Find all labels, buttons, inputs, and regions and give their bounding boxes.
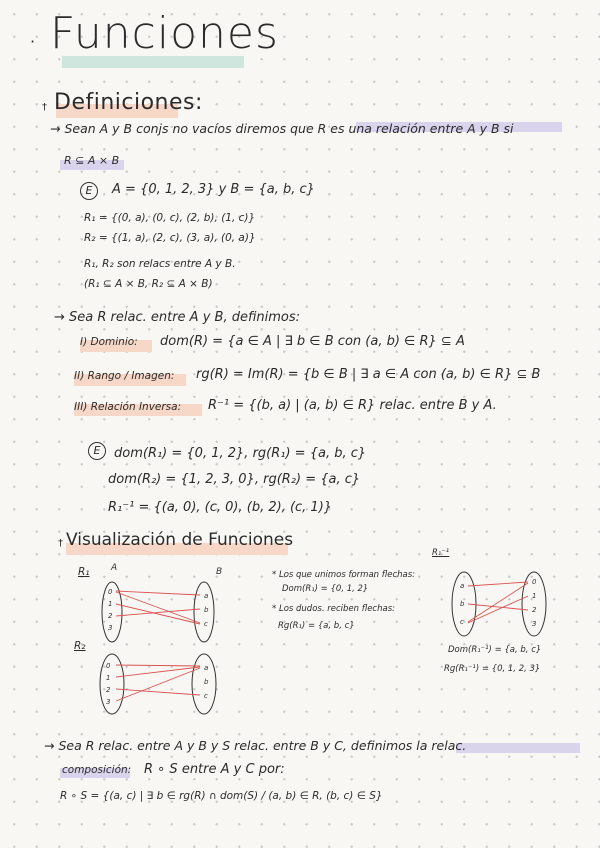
- def3-text: R⁻¹ = {(b, a) | (a, b) ∈ R} relac. entre B y A.: [208, 398, 497, 413]
- intro-line-1: → Sean A y B conjs no vacíos diremos que R es una relación entre A y B si: [50, 121, 514, 136]
- diagram-r2-arrow-0a: [116, 665, 200, 666]
- diagram-r1: [96, 560, 226, 650]
- diagram-rinv-a-2: 2: [532, 606, 537, 614]
- diagram-r1-arrow-1c: [116, 604, 200, 624]
- diagram-r1-set-a-label: A: [111, 563, 118, 573]
- diagram-r2-arrow-2c: [116, 689, 200, 695]
- example-marker-2: E: [88, 442, 106, 460]
- example-marker-1: E: [80, 182, 98, 200]
- diagram-r2-arrow-1a: [116, 667, 200, 677]
- inv-dom: Dom(R₁⁻¹) = {a, b, c}: [448, 645, 542, 655]
- diagram-r2-a-0: 0: [106, 662, 111, 670]
- example2-line-2: dom(R₂) = {1, 2, 3, 0}, rg(R₂) = {a, c}: [108, 472, 361, 487]
- diagram-r2-b-c: c: [204, 692, 208, 700]
- section1-bullet: †: [42, 102, 47, 113]
- diagram-rinv-b-b: b: [460, 600, 465, 608]
- diagram-rinv-a-0: 0: [532, 578, 537, 586]
- diagram-rinv-arrow-c0: [468, 583, 528, 622]
- diagram-r1-b-b: b: [204, 606, 209, 614]
- diagram-r1-inverse: [446, 568, 556, 640]
- example2-line-1: dom(R₁) = {0, 1, 2}, rg(R₁) = {a, b, c}: [114, 446, 367, 461]
- diagram-r1-b-c: c: [204, 620, 208, 628]
- diagram-r1-set-b-label: B: [216, 567, 223, 577]
- note1-title: * Los que unimos forman flechas:: [272, 570, 416, 580]
- let-line: → Sea R relac. entre A y B, definimos:: [54, 310, 300, 325]
- diagram-rinv-a-3: 3: [532, 620, 537, 628]
- diagram-r1-arrow-0a: [116, 591, 200, 595]
- note2-value: Rg(R₁) = {a, b, c}: [278, 621, 355, 631]
- diagram-rinv-b-a: a: [460, 582, 465, 590]
- diagram-r2-a-2: 2: [106, 686, 111, 694]
- intro-line-2: R ⊆ A × B: [64, 154, 120, 167]
- r1-label: R₁: [78, 566, 90, 578]
- inv-rg: Rg(R₁⁻¹) = {0, 1, 2, 3}: [444, 664, 541, 674]
- relation-r2: R₂ = {(1, a), (2, c), (3, a), (0, a)}: [84, 232, 256, 244]
- r2-label: R₂: [74, 640, 86, 652]
- diagram-r2-a-1: 1: [106, 674, 111, 682]
- def3-label: III) Relación Inversa:: [74, 401, 182, 413]
- relations-line: R₁, R₂ son relacs entre A y B.: [84, 258, 236, 270]
- relation-r1: R₁ = {(0, a), (0, c), (2, b), (1, c)}: [84, 212, 256, 224]
- title-bullet: ·: [30, 32, 36, 51]
- note1-value: Dom(R₁) = {0, 1, 2}: [282, 584, 369, 594]
- composition-definition: R ∘ S = {(a, c) | ∃ b ∈ rg(R) ∩ dom(S) / (a, b) ∈ R, (b, c) ∈ S}: [60, 790, 383, 802]
- def2-text: rg(R) = Im(R) = {b ∈ B | ∃ a ∈ A con (a, b) ∈ R} ⊆ B: [196, 367, 541, 382]
- diagram-r2-a-3: 3: [106, 698, 111, 706]
- diagram-r1-a-2: 2: [108, 612, 113, 620]
- diagram-r1-b-a: a: [204, 592, 209, 600]
- diagram-r2-b-a: a: [204, 664, 209, 672]
- section2-bullet: †: [58, 538, 63, 549]
- composition-line-1: → Sea R relac. entre A y B y S relac. entre B y C, definimos la relac.: [44, 738, 467, 753]
- note2-title: * Los dudos. reciben flechas:: [272, 604, 395, 614]
- page-title: Funciones: [50, 8, 279, 59]
- diagram-rinv-b-c: c: [460, 618, 464, 626]
- composition-label: composición:: [62, 764, 132, 776]
- diagram-r2-arrow-3a: [116, 668, 200, 701]
- subset-line: (R₁ ⊆ A × B, R₂ ⊆ A × B): [84, 278, 213, 290]
- diagram-r2-b-b: b: [204, 678, 209, 686]
- diagram-r2: [96, 650, 226, 720]
- composition-highlight-1: [456, 743, 580, 753]
- diagram-r1-a-0: 0: [108, 588, 113, 596]
- section1-heading: Definiciones:: [54, 90, 203, 115]
- example-sets: A = {0, 1, 2, 3} y B = {a, b, c}: [112, 182, 315, 197]
- diagram-r1-a-1: 1: [108, 600, 113, 608]
- diagram-r1-arrow-2b: [116, 609, 200, 616]
- diagram-rinv-arrow-a0: [468, 582, 528, 586]
- def2-label: II) Rango / Imagen:: [74, 370, 175, 382]
- diagram-r2-set-a: [100, 654, 124, 714]
- diagram-rinv-a-1: 1: [532, 592, 537, 600]
- rinv-label: R₁⁻¹: [432, 548, 450, 558]
- diagram-r1-a-3: 3: [108, 624, 113, 632]
- diagram-r1-arrow-0c: [116, 592, 200, 623]
- section2-heading: Visualización de Funciones: [66, 530, 294, 550]
- def1-label: I) Dominio:: [80, 336, 138, 348]
- def1-text: dom(R) = {a ∈ A | ∃ b ∈ B con (a, b) ∈ R} ⊆ A: [160, 334, 465, 349]
- composition-text: R ∘ S entre A y C por:: [144, 762, 285, 777]
- example2-line-3: R₁⁻¹ = {(a, 0), (c, 0), (b, 2), (c, 1)}: [108, 500, 333, 515]
